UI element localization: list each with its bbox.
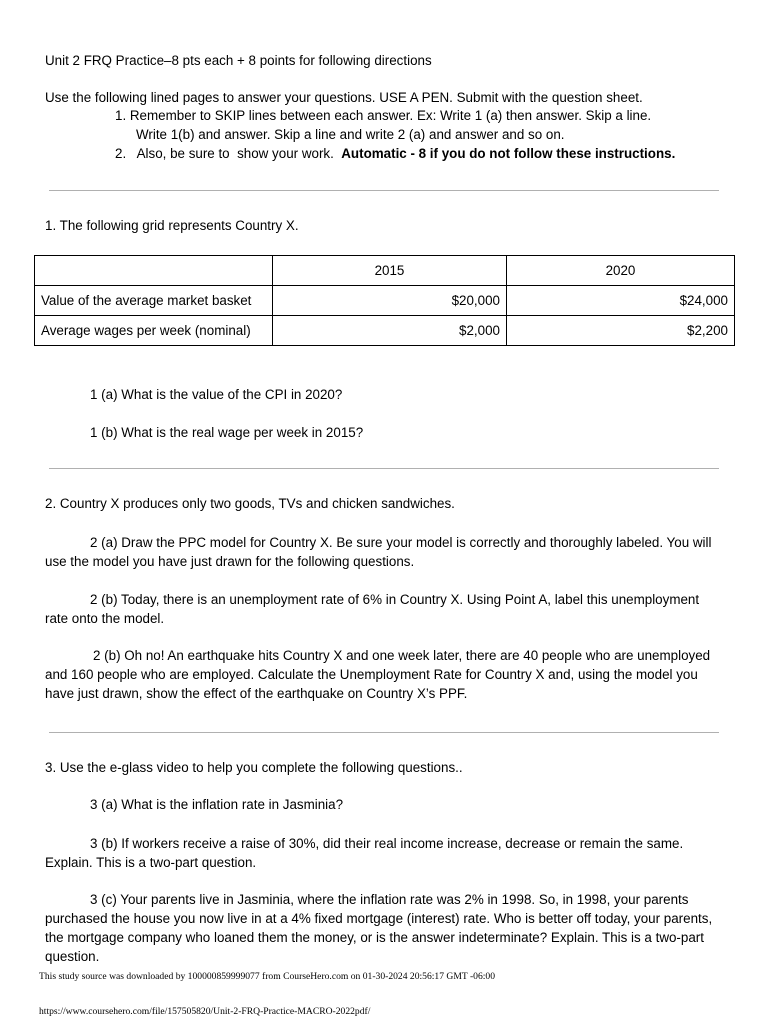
table-row bbox=[35, 316, 735, 346]
instruction-rule-2-text: 2. Also, be sure to show your work. bbox=[115, 146, 342, 161]
section-divider bbox=[49, 732, 719, 733]
source-url[interactable]: https://www.coursehero.com/file/157505820/Unit-2-FRQ-Practice-MACRO-2022pdf/ bbox=[39, 1006, 371, 1017]
table-header-cell bbox=[35, 256, 273, 286]
section-divider bbox=[49, 468, 719, 469]
table-cell: $20,000 bbox=[273, 286, 507, 316]
question-3c: 3 (c) Your parents live in Jasminia, where the inflation rate was 2% in 1998. So, in 1998, your parents purchased the house you now live in at a 4% fixed mortgage (interest) rate. Who is better off today, your parents, the mortgage company who loaned them the money, or is the answer indeterminate? Explain. This is a two-part question. bbox=[45, 892, 713, 964]
question-2a: 2 (a) Draw the PPC model for Country X. Be sure your model is correctly and thoroughly labeled. You will use the model you have just drawn for the following questions. bbox=[45, 535, 712, 569]
download-source-note: This study source was downloaded by 100000859999077 from CourseHero.com on 01-30-2024 20:56:17 GMT -06:00 bbox=[39, 971, 496, 982]
country-x-grid bbox=[34, 255, 735, 346]
question-2-prompt: 2. Country X produces only two goods, TVs and chicken sandwiches. bbox=[45, 496, 455, 511]
document-title: Unit 2 FRQ Practice–8 pts each + 8 points for following directions bbox=[45, 53, 432, 68]
question-2c: 2 (b) Oh no! An earthquake hits Country X and one week later, there are 40 people who are unemployed and 160 people who are employed. Calculate the Unemployment Rate for Country X and, using the model you have just drawn, show the effect of the earthquake on Country X’s PPF. bbox=[45, 648, 711, 701]
instructions-intro: Use the following lined pages to answer your questions. USE A PEN. Submit with the question sheet. bbox=[45, 90, 643, 105]
instruction-rule-2-warning: Automatic - 8 if you do not follow these instructions. bbox=[341, 146, 676, 161]
question-1b: 1 (b) What is the real wage per week in 2015? bbox=[90, 425, 364, 440]
table-header-row bbox=[35, 256, 735, 286]
question-3b: 3 (b) If workers receive a raise of 30%, did their real income increase, decrease or remain the same. Explain. This is a two-part question. bbox=[45, 836, 684, 870]
table-row bbox=[35, 286, 735, 316]
table-row-label: Average wages per week (nominal) bbox=[35, 316, 273, 346]
question-3a: 3 (a) What is the inflation rate in Jasminia? bbox=[90, 797, 344, 812]
table-cell: $2,200 bbox=[507, 316, 735, 346]
instruction-rule-1-line-2: Write 1(b) and answer. Skip a line and write 2 (a) and answer and so on. bbox=[136, 127, 565, 142]
table-cell: $24,000 bbox=[507, 286, 735, 316]
question-2b: 2 (b) Today, there is an unemployment rate of 6% in Country X. Using Point A, label this unemployment rate onto the model. bbox=[45, 592, 700, 626]
question-3-prompt: 3. Use the e-glass video to help you complete the following questions.. bbox=[45, 760, 463, 775]
question-1-prompt: 1. The following grid represents Country X. bbox=[45, 218, 299, 233]
instruction-rule-2 bbox=[115, 146, 675, 161]
table-header-cell: 2020 bbox=[507, 256, 735, 286]
table-header-cell: 2015 bbox=[273, 256, 507, 286]
question-1a: 1 (a) What is the value of the CPI in 2020? bbox=[90, 387, 343, 402]
table-row-label: Value of the average market basket bbox=[35, 286, 273, 316]
section-divider bbox=[49, 190, 719, 191]
instruction-rule-1-line-1: 1. Remember to SKIP lines between each answer. Ex: Write 1 (a) then answer. Skip a line. bbox=[115, 108, 652, 123]
table-cell: $2,000 bbox=[273, 316, 507, 346]
